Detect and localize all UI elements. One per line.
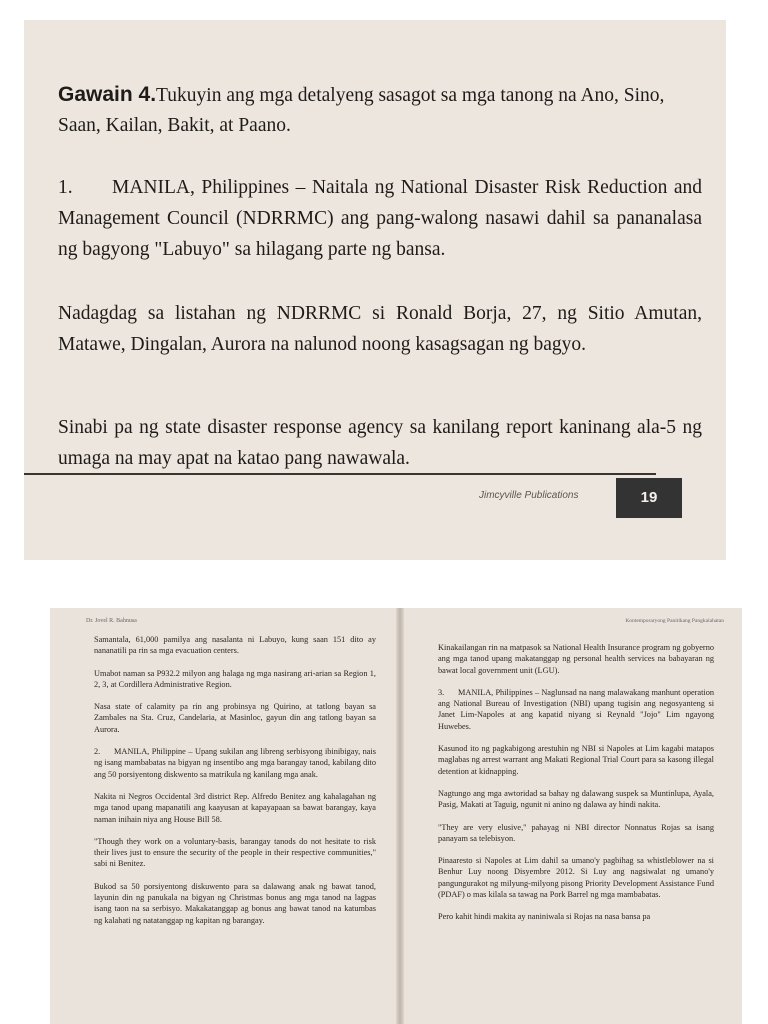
right-paragraph: Pinaaresto si Napoles at Lim dahil sa umano'y pagbihag sa whistleblower na si Benhur Luy noong Disyembre 2012. Si Luy ang nagsiwalat ng umano'y pangungurakot ng milyung-milyong pisong Priority Development Assistance Fund (PDAF) o mas kilala sa tawag na Pork Barrel ng mga mambabatas.: [438, 856, 714, 900]
left-paragraph: Samantala, 61,000 pamilya ang nasalanta ni Labuyo, kung saan 151 dito ay nananatili pa rin sa mga evacuation centers.: [94, 635, 376, 656]
right-paragraph: Kasunod ito ng pagkabigong arestuhin ng NBI si Napoles at Lim kagabi matapos maglabas ng arrest warrant ang Makati Regional Trial Court para sa kasong illegal detention at kidnapping.: [438, 744, 714, 776]
left-page-header: Dr. Jovel R. Bahnusa: [86, 618, 137, 624]
page-number: 19: [616, 478, 682, 518]
news-paragraph-3: Sinabi pa ng state disaster response agency sa kanilang report kaninang ala-5 ng umaga na may apat na katao pang nawawala.: [58, 417, 702, 469]
right-item-text: MANILA, Philippines – Naglunsad na nang malawakang manhunt operation ang National Bureau of Investigation (NBI) upang tugisin ang negosyanteng si Janet Lim-Napoles at ang kapatid niyang si Reynald "Jojo" Lim ngayong Huwebes.: [438, 687, 714, 731]
right-paragraph: Pero kahit hindi makita ay naniniwala si Rojas na nasa bansa pa: [438, 912, 651, 922]
left-paragraph: Nasa state of calamity pa rin ang probinsya ng Quirino, at tatlong bayan sa Zambales na Sta. Cruz, Candelaria, at Masinloc, gayun din ang tatlong bayan sa Aurora.: [94, 702, 376, 734]
left-paragraph: Bukod sa 50 porsiyentong diskuwento para sa dalawang anak ng bawat tanod, layunin din ng panukala na bigyan ng Christmas bonus ang mga tanod na lagpas isang taon na sa serbisyo. Makakatanggap ag bonus ang bawat tanod na katumbas ng kalahati ng natatanggap ng kapitan ng barangay.: [94, 881, 376, 925]
left-news-item: [94, 746, 376, 780]
right-item-number: 3.: [438, 687, 445, 697]
top-page-scan: [24, 20, 726, 560]
right-paragraph: Kinakailangan rin na matpasok sa National Health Insurance program ng gobyerno ang mga tanod upang makatanggap ng personal health services na babayaran ng bawat local government unit (LGU).: [438, 643, 714, 675]
right-paragraph: "They are very elusive," pahayag ni NBI director Nonnatus Rojas sa isang panayam sa telebisyon.: [438, 822, 714, 843]
left-paragraph: "Though they work on a voluntary-basis, barangay tanods do not hesitate to risk their lives just to ensure the security of the people in their respective communities," sabi ni Benitez.: [94, 836, 376, 869]
activity-instruction: [58, 80, 698, 141]
right-news-item: [438, 687, 714, 732]
left-page-column: [94, 634, 376, 937]
news-paragraph-1: [58, 172, 702, 265]
right-page-column: [438, 642, 714, 934]
right-page-header: Kontemporaryong Panitikang Pangkalahatan: [625, 618, 724, 624]
footer-rule: [24, 473, 656, 475]
right-paragraph: Nagtungo ang mga awtoridad sa bahay ng dalawang suspek sa Muntinlupa, Ayala, Pasig, Makati at Taguig, ngunit ni anino ng dalawa ay hindi nakita.: [438, 788, 714, 810]
left-paragraph: Nakita ni Negros Occidental 3rd district Rep. Alfredo Benitez ang kahalagahan ng mga tanod upang mapanatili ang kaayusan at kapayapaan sa bawat barangay, kaya naman inihain niya ang House Bill 58.: [94, 791, 376, 824]
left-item-text: MANILA, Philippine – Upang sukilan ang libreng serbisyong ibinibigay, nais ng isang mambabatas na bigyan ng insentibo ang mga barangay tanod, kabilang dito ang 50 porsiyentong diskwento sa matrikula ng kanilang mga anak.: [94, 747, 376, 779]
publisher-name: Jimcyville Publications: [479, 490, 579, 501]
open-book-scan: [50, 608, 742, 1024]
paragraph-1-text: MANILA, Philippines – Naitala ng National Disaster Risk Reduction and Management Council (NDRRMC) ang pang-walong nasawi dahil sa pananalasa ng bagyong "Labuyo" sa hilagang parte ng bansa.: [58, 177, 702, 260]
book-spine: [396, 608, 404, 1024]
activity-text: Tukuyin ang mga detalyeng sasagot sa mga tanong na Ano, Sino, Saan, Kailan, Bakit, at Paano.: [58, 85, 665, 136]
news-paragraph-2: Nadagdag sa listahan ng NDRRMC si Ronald Borja, 27, ng Sitio Amutan, Matawe, Dingalan, Aurora na nalunod noong kasagsagan ng bagyo.: [58, 303, 702, 355]
left-item-number: 2.: [94, 747, 101, 757]
left-paragraph: Umabot naman sa P932.2 milyon ang halaga ng mga nasirang ari-arian sa Region 1, 2, 3, at Cordillera Administrative Region.: [94, 668, 376, 689]
activity-label: Gawain 4.: [58, 83, 157, 106]
item-number: 1.: [58, 177, 73, 198]
